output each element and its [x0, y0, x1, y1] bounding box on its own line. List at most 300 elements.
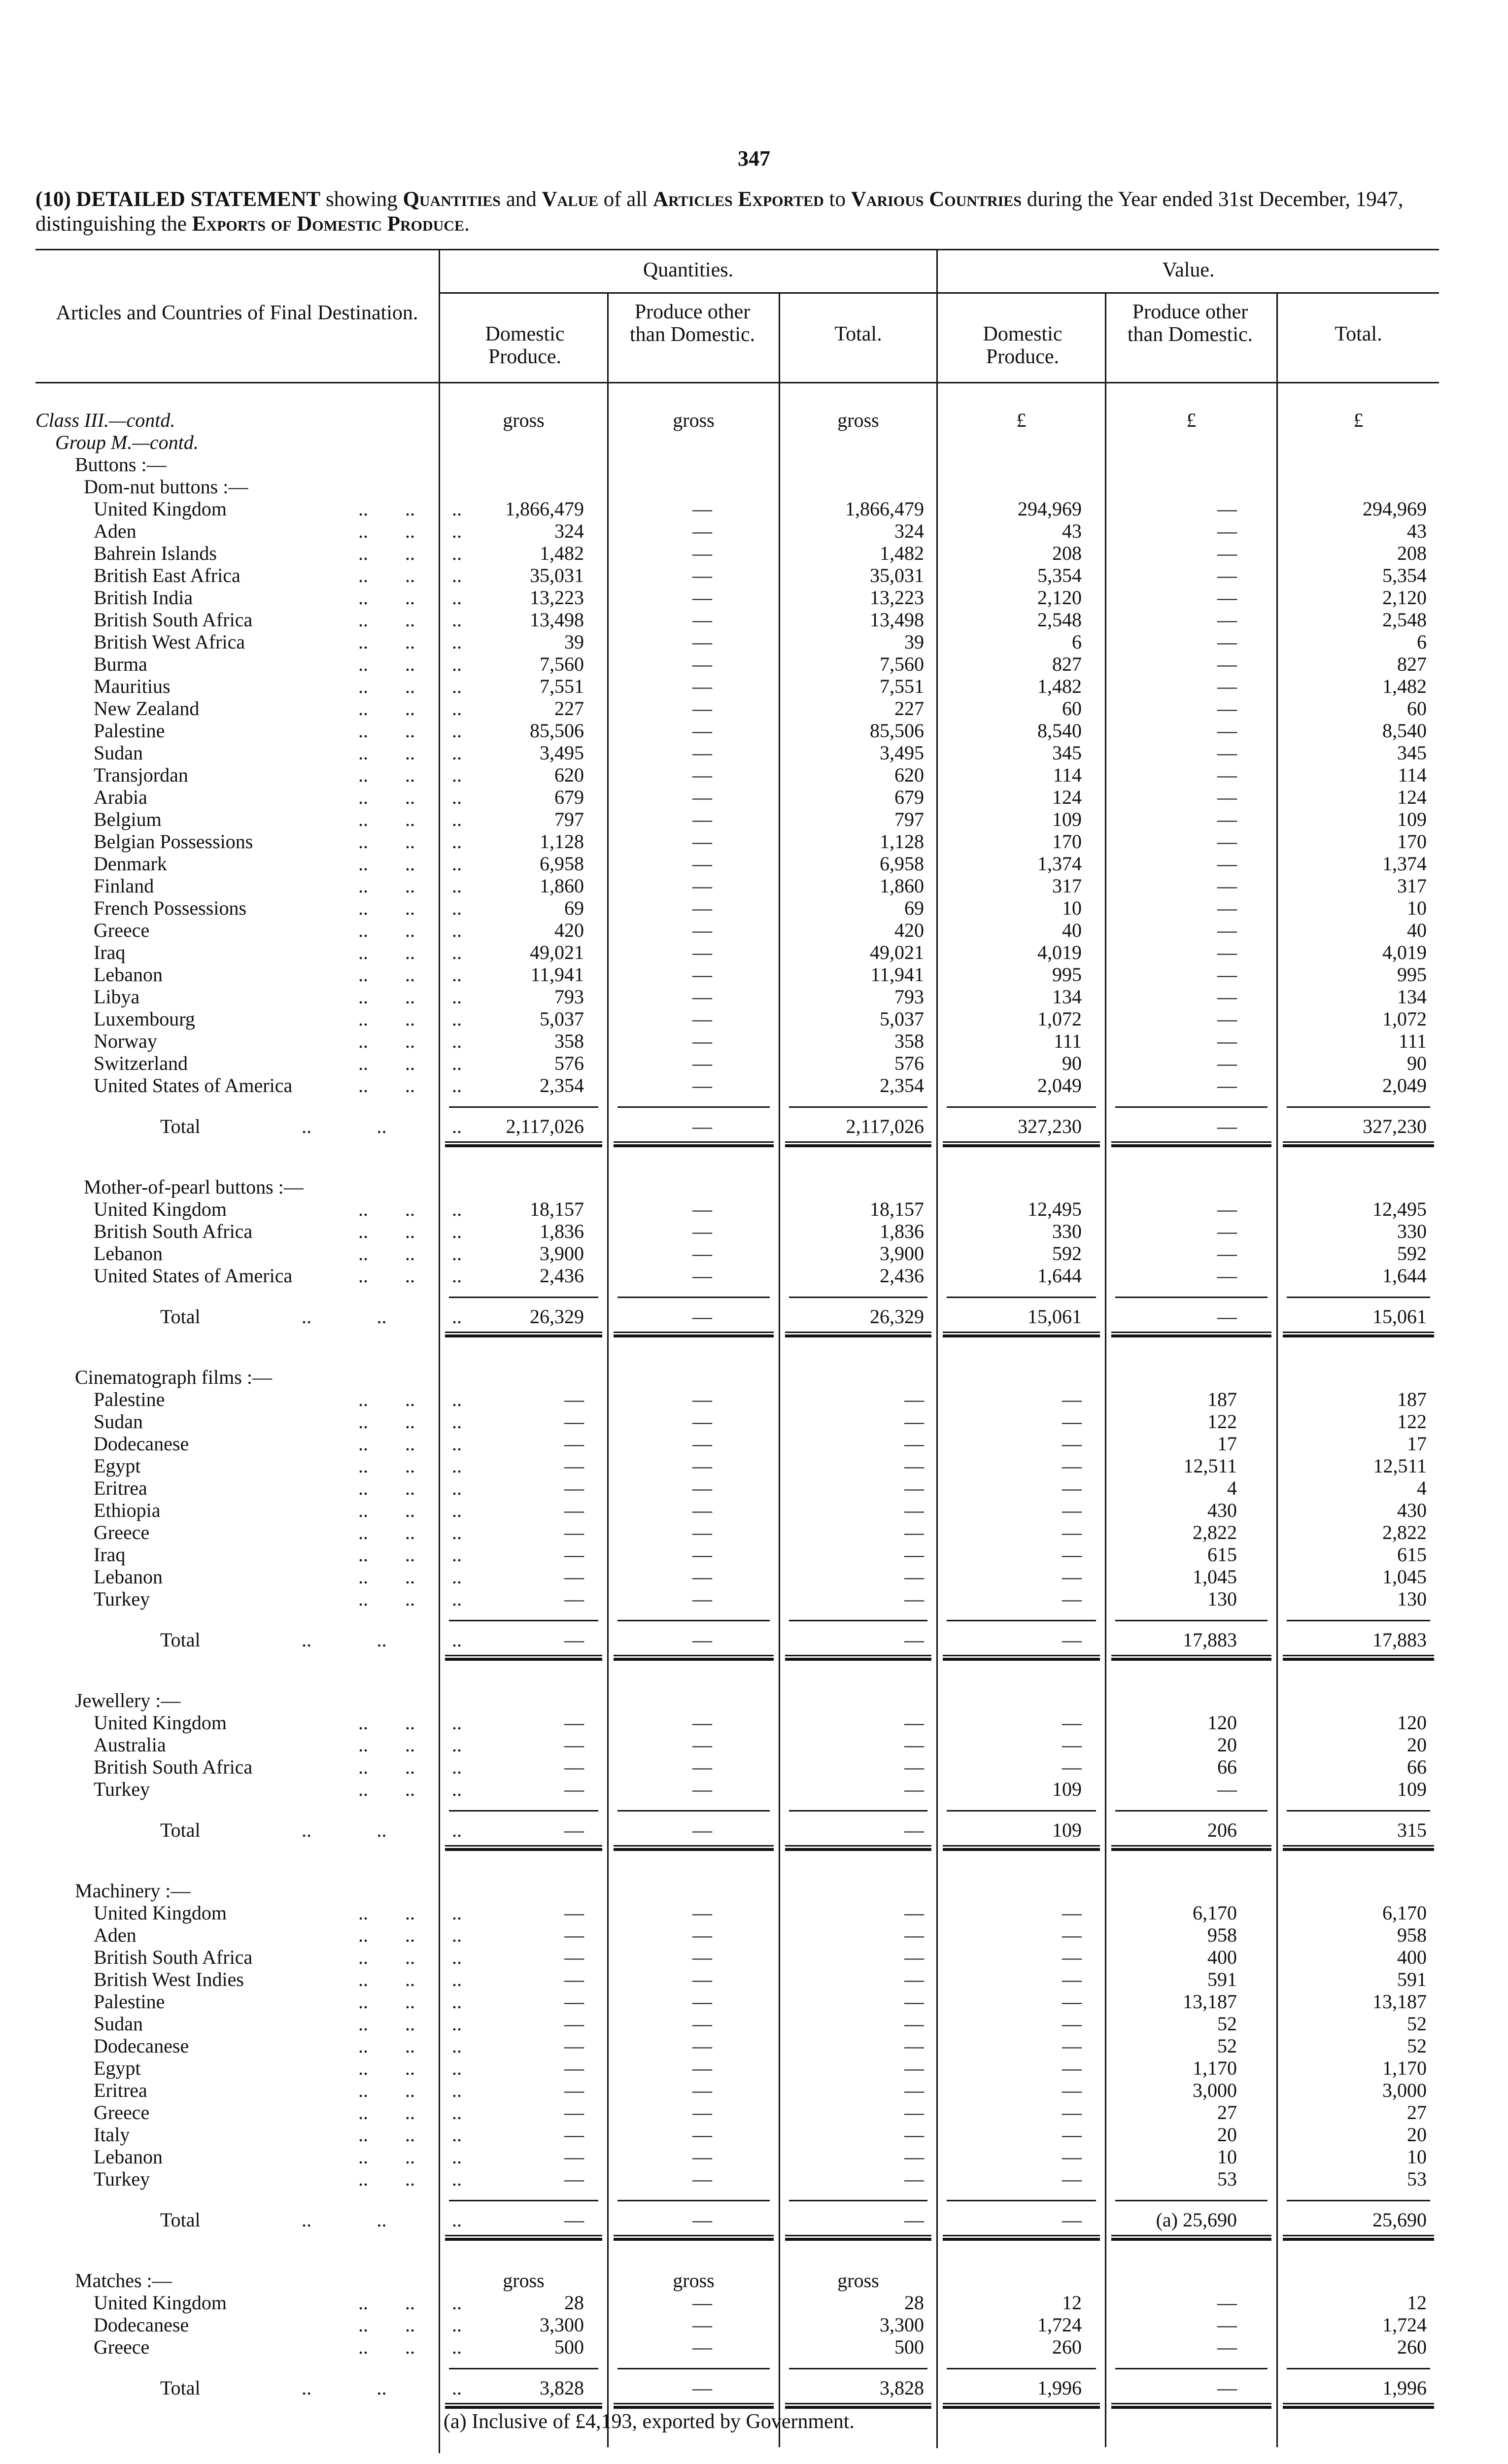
- section-heading: Buttons :—: [75, 453, 167, 476]
- table-cell: —: [564, 1819, 584, 1841]
- title-text: .: [464, 212, 470, 236]
- table-cell: —: [564, 2168, 584, 2190]
- table-cell: —: [692, 742, 712, 764]
- leader-dot: ..: [452, 1410, 462, 1433]
- total-rule: [449, 1297, 598, 1298]
- leader-dot: ..: [358, 1778, 368, 1800]
- table-cell: 420: [894, 919, 924, 941]
- leader-dots: [302, 1115, 462, 1138]
- leader-dot: ..: [452, 808, 462, 830]
- leader-dot: ..: [358, 742, 368, 764]
- leader-dot: ..: [358, 1388, 368, 1410]
- table-row: [35, 1543, 1439, 1566]
- leader-dot: ..: [405, 2314, 415, 2336]
- table-cell: 6: [1417, 631, 1427, 653]
- table-cell: —: [904, 2079, 924, 2101]
- table-cell: —: [692, 697, 712, 719]
- country-name: Burma: [94, 653, 147, 675]
- table-cell: —: [904, 1711, 924, 1734]
- table-cell: 11,941: [530, 963, 584, 986]
- total-rule: [449, 2368, 598, 2369]
- table-cell: 12,495: [1372, 1198, 1427, 1220]
- table-cell: —: [1217, 1220, 1237, 1242]
- table-cell: 109: [1052, 808, 1082, 830]
- section-heading: Cinematograph films :—: [75, 1366, 272, 1388]
- table-cell: 8,540: [1382, 719, 1427, 742]
- table-cell: —: [1217, 764, 1237, 786]
- title-lead: DETAILED STATEMENT: [76, 188, 321, 211]
- table-cell: —: [692, 2123, 712, 2146]
- table-cell: 120: [1397, 1711, 1427, 1734]
- leader-dot: ..: [452, 1711, 462, 1734]
- table-cell: —: [564, 1902, 584, 1924]
- leader-dot: ..: [377, 2377, 387, 2399]
- country-name: British South Africa: [94, 609, 253, 631]
- table-cell: —: [904, 1521, 924, 1543]
- table-row: [35, 542, 1439, 565]
- table-cell: —: [1217, 941, 1237, 963]
- table-cell: —: [1217, 875, 1237, 897]
- total-rule: [1115, 2368, 1268, 2369]
- table-cell: 620: [554, 764, 584, 786]
- table-cell: 995: [1397, 963, 1427, 986]
- total-double-rule: [785, 1332, 931, 1337]
- table-cell: —: [692, 1008, 712, 1030]
- country-name: Arabia: [94, 786, 147, 808]
- table-cell: —: [1062, 1521, 1082, 1543]
- table-cell: —: [904, 2209, 924, 2231]
- table-row: [35, 808, 1439, 831]
- table-cell: —: [692, 919, 712, 941]
- country-name: Dodecanese: [94, 2314, 189, 2336]
- table-cell: 13,498: [870, 609, 924, 631]
- table-cell: —: [1217, 2377, 1237, 2399]
- leader-dot: ..: [452, 564, 462, 586]
- leader-dot: ..: [358, 830, 368, 853]
- table-cell: —: [1062, 2079, 1082, 2101]
- table-cell: —: [1062, 2209, 1082, 2231]
- country-name: Eritrea: [94, 1477, 147, 1499]
- table-cell: 1,374: [1382, 853, 1427, 875]
- leader-dot: ..: [452, 2035, 462, 2057]
- table-row: [35, 2146, 1439, 2168]
- table-cell: —: [904, 1946, 924, 1968]
- leader-dot: ..: [452, 520, 462, 542]
- table-cell: —: [692, 2079, 712, 2101]
- leader-dot: ..: [358, 1433, 368, 1455]
- table-cell: —: [564, 1711, 584, 1734]
- table-cell: 66: [1407, 1756, 1427, 1778]
- country-name: Italy: [94, 2123, 130, 2146]
- country-name: Sudan: [94, 2013, 143, 2035]
- table-cell: —: [692, 631, 712, 653]
- total-double-rule: [785, 1845, 931, 1851]
- table-cell: —: [1217, 631, 1237, 653]
- leader-dot: ..: [405, 1924, 415, 1946]
- table-cell: —: [692, 719, 712, 742]
- table-cell: 6,170: [1382, 1902, 1427, 1924]
- table-cell: 10: [1217, 2146, 1237, 2168]
- table-cell: —: [692, 1588, 712, 1610]
- table-cell: 85,506: [870, 719, 924, 742]
- table-row: [35, 1756, 1439, 1779]
- table-row: [35, 742, 1439, 764]
- leader-dot: ..: [358, 2057, 368, 2079]
- table-cell: —: [904, 1588, 924, 1610]
- section-heading: Machinery :—: [75, 1880, 191, 1902]
- table-cell: —: [692, 609, 712, 631]
- table-cell: 111: [1398, 1030, 1427, 1052]
- total-rule: [947, 2368, 1096, 2369]
- table-cell: 20: [1407, 2123, 1427, 2146]
- table-cell: —: [1062, 2101, 1082, 2123]
- total-rule: [1115, 1106, 1268, 1108]
- table-cell: 260: [1052, 2336, 1082, 2358]
- total-double-rule: [943, 2235, 1100, 2241]
- table-row: [35, 1990, 1439, 2013]
- table-cell: 3,900: [540, 1242, 584, 1265]
- table-cell: 6,958: [540, 853, 584, 875]
- table-row: [35, 897, 1439, 920]
- table-cell: 4,019: [1037, 941, 1082, 963]
- leader-dot: ..: [452, 1388, 462, 1410]
- table-cell: 13,187: [1183, 1990, 1237, 2013]
- leader-dot: ..: [452, 2314, 462, 2336]
- table-cell: 3,828: [540, 2377, 584, 2399]
- leader-dot: ..: [452, 609, 462, 631]
- table-row: [35, 2292, 1439, 2314]
- table-row: [35, 1734, 1439, 1756]
- leader-dot: ..: [405, 2013, 415, 2035]
- table-cell: —: [692, 653, 712, 675]
- table-cell: 330: [1052, 1220, 1082, 1242]
- table-cell: —: [692, 1455, 712, 1477]
- table-cell: 130: [1397, 1588, 1427, 1610]
- table-cell: 1,836: [540, 1220, 584, 1242]
- table-cell: —: [564, 1778, 584, 1800]
- leader-dot: ..: [377, 1305, 387, 1328]
- leader-dot: ..: [405, 1711, 415, 1734]
- table-cell: —: [1217, 586, 1237, 609]
- leader-dots: [302, 1305, 462, 1328]
- title-smallcaps: Various Countries: [851, 188, 1022, 211]
- table-cell: 330: [1397, 1220, 1427, 1242]
- table-cell: —: [692, 2292, 712, 2314]
- leader-dots: [302, 2209, 462, 2231]
- unit-label: £: [1016, 409, 1027, 431]
- section-heading-row: [35, 476, 1439, 498]
- table-row: [35, 586, 1439, 609]
- country-name: Bahrein Islands: [94, 542, 217, 564]
- table-cell: —: [1062, 1902, 1082, 1924]
- table-cell: 10: [1407, 897, 1427, 919]
- table-cell: 17: [1217, 1433, 1237, 1455]
- total-label: Total: [160, 1819, 201, 1841]
- table-cell: 52: [1407, 2035, 1427, 2057]
- leader-dot: ..: [302, 1305, 311, 1328]
- table-cell: 13,223: [870, 586, 924, 609]
- table-cell: 358: [554, 1030, 584, 1052]
- total-double-rule: [614, 1332, 774, 1337]
- total-double-rule: [445, 1845, 602, 1851]
- table-cell: —: [904, 1968, 924, 1990]
- leader-dot: ..: [302, 2209, 311, 2231]
- table-cell: —: [692, 1052, 712, 1074]
- total-label: Total: [160, 1115, 201, 1137]
- leader-dot: ..: [405, 963, 415, 986]
- unit-label: gross: [503, 409, 545, 431]
- leader-dot: ..: [452, 2123, 462, 2146]
- table-row: [35, 1052, 1439, 1075]
- total-double-rule: [1111, 1655, 1271, 1661]
- table-cell: 1,996: [1382, 2377, 1427, 2399]
- leader-dot: ..: [405, 1477, 415, 1499]
- total-label: Total: [160, 2377, 201, 2399]
- country-name: Ethiopia: [94, 1499, 161, 1521]
- leader-dot: ..: [358, 1008, 368, 1030]
- leader-dot: ..: [302, 1629, 311, 1651]
- country-name: British India: [94, 586, 193, 609]
- country-name: Iraq: [94, 1543, 126, 1566]
- table-cell: —: [564, 1990, 584, 2013]
- total-double-rule: [445, 2235, 602, 2241]
- table-cell: 60: [1062, 697, 1082, 719]
- table-cell: 28: [564, 2292, 584, 2314]
- leader-dot: ..: [452, 2336, 462, 2358]
- leader-dot: ..: [405, 2035, 415, 2057]
- table-cell: —: [692, 1968, 712, 1990]
- leader-dot: ..: [405, 1052, 415, 1074]
- table-cell: 3,300: [880, 2314, 924, 2336]
- total-double-rule: [1283, 2403, 1434, 2409]
- table-cell: —: [692, 586, 712, 609]
- total-rule: [1287, 1810, 1430, 1812]
- table-cell: —: [904, 1477, 924, 1499]
- leader-dot: ..: [358, 1030, 368, 1052]
- leader-dot: ..: [405, 2101, 415, 2123]
- table-cell: 69: [904, 897, 924, 919]
- leader-dot: ..: [452, 1477, 462, 1499]
- table-cell: (a) 25,690: [1156, 2209, 1237, 2231]
- leader-dot: ..: [358, 897, 368, 919]
- table-row: [35, 609, 1439, 631]
- total-rule: [947, 2200, 1096, 2201]
- unit-label: £: [1186, 409, 1197, 431]
- table-cell: —: [692, 520, 712, 542]
- total-rule: [617, 1297, 770, 1298]
- table-cell: —: [1217, 853, 1237, 875]
- table-row: [35, 1588, 1439, 1610]
- country-name: United Kingdom: [94, 1711, 227, 1734]
- table-cell: 797: [894, 808, 924, 830]
- leader-dot: ..: [358, 1902, 368, 1924]
- table-cell: —: [564, 1410, 584, 1433]
- table-cell: —: [692, 2336, 712, 2358]
- leader-dot: ..: [405, 2292, 415, 2314]
- country-name: Libya: [94, 986, 140, 1008]
- leader-dot: ..: [452, 719, 462, 742]
- table-cell: —: [692, 2314, 712, 2336]
- country-name: British South Africa: [94, 1946, 253, 1968]
- table-cell: 1,482: [540, 542, 584, 564]
- leader-dot: ..: [358, 498, 368, 520]
- leader-dot: ..: [358, 2123, 368, 2146]
- total-double-rule: [943, 1655, 1100, 1661]
- country-name: Transjordan: [94, 764, 188, 786]
- leader-dot: ..: [358, 1242, 368, 1265]
- table-cell: —: [904, 1902, 924, 1924]
- leader-dot: ..: [405, 2168, 415, 2190]
- table-cell: 958: [1207, 1924, 1237, 1946]
- total-row: [35, 1629, 1439, 1651]
- table-cell: —: [1062, 1455, 1082, 1477]
- table-cell: —: [692, 1388, 712, 1410]
- table-cell: —: [1062, 2057, 1082, 2079]
- table-cell: 187: [1207, 1388, 1237, 1410]
- table-row: [35, 2123, 1439, 2146]
- table-cell: 40: [1407, 919, 1427, 941]
- table-cell: 8,540: [1037, 719, 1082, 742]
- table-cell: 315: [1397, 1819, 1427, 1841]
- table-cell: 1,860: [540, 875, 584, 897]
- table-cell: 430: [1397, 1499, 1427, 1521]
- total-rule: [1287, 2200, 1430, 2201]
- leader-dot: ..: [358, 786, 368, 808]
- table-cell: —: [904, 2101, 924, 2123]
- table-cell: —: [1217, 1778, 1237, 1800]
- table-cell: 2,354: [540, 1074, 584, 1096]
- section-heading-row: [35, 1366, 1439, 1389]
- leader-dot: ..: [405, 1433, 415, 1455]
- leader-dots: [302, 2377, 462, 2399]
- leader-dot: ..: [405, 1778, 415, 1800]
- total-double-rule: [445, 1141, 602, 1147]
- table-row: [35, 2168, 1439, 2190]
- table-cell: 2,354: [880, 1074, 924, 1096]
- unit-label: gross: [837, 409, 879, 431]
- table-cell: 797: [554, 808, 584, 830]
- leader-dot: ..: [358, 919, 368, 941]
- leader-dot: ..: [358, 2314, 368, 2336]
- leader-dot: ..: [452, 986, 462, 1008]
- table-cell: 3,000: [1193, 2079, 1237, 2101]
- section-heading-row: [35, 431, 1439, 454]
- country-name: Switzerland: [94, 1052, 188, 1074]
- leader-dot: ..: [452, 786, 462, 808]
- leader-dot: ..: [452, 897, 462, 919]
- total-rule: [789, 1620, 927, 1621]
- table-cell: —: [1062, 1388, 1082, 1410]
- country-name: Iraq: [94, 941, 126, 963]
- table-cell: —: [1062, 1629, 1082, 1651]
- table-cell: 27: [1217, 2101, 1237, 2123]
- table-cell: 591: [1397, 1968, 1427, 1990]
- table-cell: 5,037: [540, 1008, 584, 1030]
- country-name: Finland: [94, 875, 154, 897]
- table-cell: —: [692, 2057, 712, 2079]
- leader-dot: ..: [405, 498, 415, 520]
- leader-dot: ..: [452, 2168, 462, 2190]
- total-rule: [1287, 1297, 1430, 1298]
- table-cell: —: [692, 764, 712, 786]
- leader-dot: ..: [358, 1543, 368, 1566]
- country-name: Lebanon: [94, 1566, 163, 1588]
- table-cell: 35,031: [870, 564, 924, 586]
- table-row: [35, 2013, 1439, 2035]
- total-double-rule: [1111, 2403, 1271, 2409]
- quantities-underline: [440, 292, 936, 294]
- leader-dot: ..: [358, 1990, 368, 2013]
- table-cell: —: [564, 1756, 584, 1778]
- unit-label: gross: [503, 2269, 545, 2292]
- table-cell: —: [564, 2123, 584, 2146]
- table-cell: —: [564, 1629, 584, 1651]
- total-rule: [789, 2368, 927, 2369]
- leader-dot: ..: [358, 1734, 368, 1756]
- table-cell: 12,511: [1183, 1455, 1237, 1477]
- total-rule: [1115, 2200, 1268, 2201]
- table-row: [35, 919, 1439, 942]
- leader-dot: ..: [405, 2079, 415, 2101]
- table-cell: 12,495: [1028, 1198, 1082, 1220]
- table-cell: 1,644: [1382, 1265, 1427, 1287]
- leader-dot: ..: [405, 675, 415, 697]
- table-cell: 1,866,479: [505, 498, 584, 520]
- country-name: Greece: [94, 2101, 150, 2123]
- leader-dot: ..: [452, 963, 462, 986]
- leader-dot: ..: [358, 1946, 368, 1968]
- table-cell: —: [904, 2035, 924, 2057]
- table-cell: —: [692, 1819, 712, 1841]
- table-cell: —: [692, 1433, 712, 1455]
- table-cell: —: [692, 1220, 712, 1242]
- country-name: United Kingdom: [94, 2292, 227, 2314]
- country-name: British West Indies: [94, 1968, 244, 1990]
- table-cell: —: [692, 963, 712, 986]
- table-cell: 35,031: [530, 564, 584, 586]
- table-cell: —: [564, 1543, 584, 1566]
- leader-dot: ..: [358, 1968, 368, 1990]
- leader-dot: ..: [405, 609, 415, 631]
- table-title: [35, 187, 1445, 237]
- table-cell: —: [692, 2101, 712, 2123]
- leader-dot: ..: [405, 1388, 415, 1410]
- table-cell: 324: [894, 520, 924, 542]
- table-cell: —: [904, 1924, 924, 1946]
- table-cell: 2,120: [1037, 586, 1082, 609]
- table-cell: 1,644: [1037, 1265, 1082, 1287]
- total-double-rule: [785, 1141, 931, 1147]
- leader-dot: ..: [452, 2079, 462, 2101]
- table-cell: —: [692, 2146, 712, 2168]
- leader-dot: ..: [358, 875, 368, 897]
- leader-dot: ..: [358, 2035, 368, 2057]
- leader-dot: ..: [405, 1543, 415, 1566]
- leader-dot: ..: [358, 2292, 368, 2314]
- table-cell: 20: [1407, 1734, 1427, 1756]
- table-cell: —: [904, 2168, 924, 2190]
- title-number: (10): [35, 188, 71, 211]
- table-cell: 1,482: [1382, 675, 1427, 697]
- leader-dot: ..: [405, 697, 415, 719]
- table-cell: —: [692, 1242, 712, 1265]
- table-cell: 134: [1052, 986, 1082, 1008]
- unit-label: gross: [837, 2269, 879, 2292]
- table-cell: 90: [1062, 1052, 1082, 1074]
- table-cell: —: [692, 2013, 712, 2035]
- table-cell: —: [1217, 1198, 1237, 1220]
- table-cell: 500: [554, 2336, 584, 2358]
